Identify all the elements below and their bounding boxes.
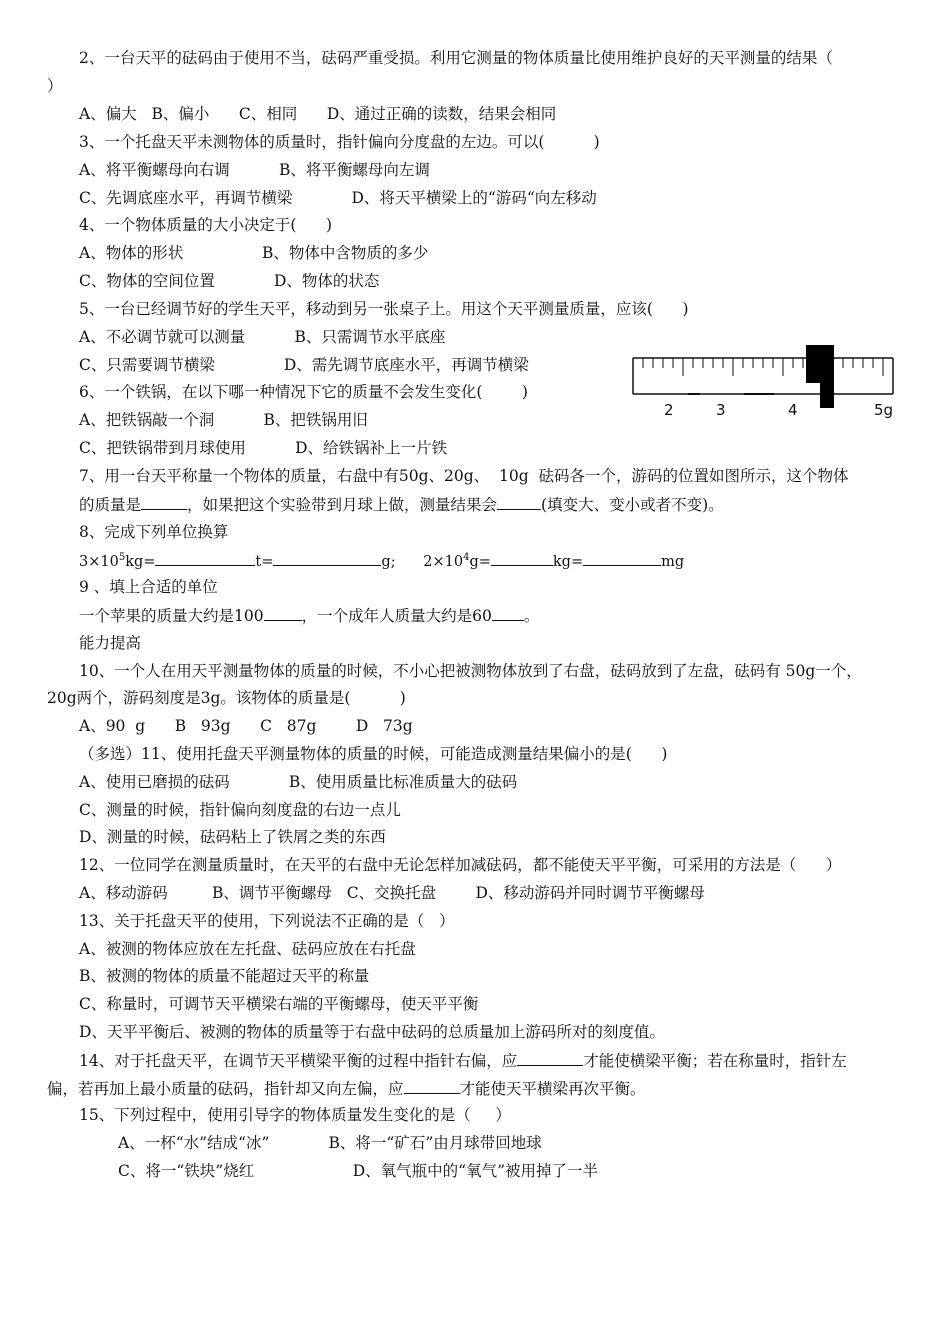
q8-f: kg= (552, 554, 584, 570)
q10-stem: 10、一个人在用天平测量物体的质量的时候，不小心把被测物体放到了右盘，砝码放到了左盘，砝码有 50g一个， (79, 662, 862, 680)
q4-options-ab: A、物体的形状 B、物体中含物质的多少 (79, 244, 429, 262)
q9-blank-apple (264, 605, 302, 621)
q7-stem-2 (79, 494, 724, 515)
q8-stem: 8、完成下列单位换算 (79, 523, 229, 541)
q13-stem: 13、关于托盘天平的使用，下列说法不正确的是（ ） (79, 912, 455, 930)
q2-stem-end: ） (47, 77, 63, 95)
q9-blank-adult (492, 605, 524, 621)
q11-options-ab: A、使用已磨损的砝码 B、使用质量比标准质量大的砝码 (79, 773, 518, 791)
section-heading: 能力提高 (79, 634, 142, 652)
q15-options-ab: A、一杯“水”结成“冰” B、将一“矿石”由月球带回地球 (118, 1134, 542, 1152)
q6-options-ab: A、把铁锅敲一个洞 B、把铁锅用旧 (79, 411, 368, 429)
q7-text-a: 的质量是 (79, 496, 142, 514)
rider-scale-figure (628, 342, 898, 422)
q11-option-d: D、测量的时候，砝码粘上了铁屑之类的东西 (79, 828, 386, 846)
q6-stem: 6、一个铁锅，在以下哪一种情况下它的质量不会发生变化( ) (79, 383, 528, 401)
q15-options-cd: C、将一“铁块”烧红 D、氧气瓶中的“氧气”被用掉了一半 (118, 1162, 599, 1180)
scale-ticks (633, 358, 893, 394)
q15-stem: 15、下列过程中，使用引导字的物体质量发生变化的是（ ） (79, 1106, 511, 1124)
q8-blank-kg (491, 550, 553, 566)
q4-options-cd: C、物体的空间位置 D、物体的状态 (79, 272, 380, 290)
q10-stem-2: 20g两个，游码刻度是3g。该物体的质量是( ) (47, 689, 406, 707)
q8-e: g= (469, 554, 491, 570)
q3-options-cd: C、先调底座水平，再调节横梁 D、将天平横梁上的“游码“向左移动 (79, 189, 597, 207)
q9-text-b: ，一个成年人质量大约是60 (301, 607, 492, 625)
q9-content (79, 605, 539, 626)
q2-stem: 2、一台天平的砝码由于使用不当，砝码严重受损。利用它测量的物体质量比使用维护良好的天平测量的结果（ (79, 49, 833, 67)
q8-c: t= (255, 554, 274, 570)
rider-block-foot (820, 380, 834, 408)
q7-text-b: ，如果把这个实验带到月球上做，测量结果会 (187, 496, 498, 514)
q13-option-b: B、被测的物体的质量不能超过天平的称量 (79, 967, 370, 985)
q8-blank-mg (583, 550, 661, 566)
q11-stem: （多选）11、使用托盘天平测量物体的质量的时候，可能造成测量结果偏小的是( ) (79, 745, 668, 763)
q3-stem: 3、一个托盘天平未测物体的质量时，指针偏向分度盘的左边。可以( ) (79, 133, 600, 151)
q8-d: g; 2×10 (381, 554, 464, 570)
q7-text-c: (填变大、变小或者不变)。 (541, 496, 724, 514)
q5-stem: 5、一台已经调节好的学生天平，移动到另一张桌子上。用这个天平测量质量，应该( ) (79, 300, 689, 318)
q12-options: A、移动游码 B、调节平衡螺母 C、交换托盘 D、移动游码并同时调节平衡螺母 (79, 884, 705, 902)
q14-text-a: 14、对于托盘天平，在调节天平横梁平衡的过程中指针右偏，应 (79, 1052, 518, 1070)
q5-options-ab: A、不必调节就可以测量 B、只需调节水平底座 (79, 328, 446, 346)
q9-text-c: 。 (523, 607, 540, 625)
q11-option-c: C、测量的时候，指针偏向刻度盘的右边一点儿 (79, 801, 401, 819)
q8-blank-t (155, 550, 255, 566)
q7-blank-mass (141, 494, 187, 510)
q8-blank-g (273, 550, 381, 566)
q14-blank-1 (517, 1050, 583, 1066)
q7-stem: 7、用一台天平称量一个物体的质量，右盘中有50g、20g、 10g 砝码各一个，游码的位置如图所示，这个物体 (79, 467, 849, 485)
q14-text-b: 才能使横梁平衡；若在称量时，指针左 (583, 1052, 847, 1070)
q13-option-a: A、被测的物体应放在左托盘、砝码应放在右托盘 (79, 940, 416, 958)
q8-g: mg (661, 554, 685, 570)
q10-options: A、90 g B 93g C 87g D 73g (79, 717, 413, 735)
q13-option-d: D、天平平衡后、被测的物体的质量等于右盘中砝码的总质量加上游码所对的刻度值。 (79, 1023, 665, 1041)
q8-exp-2: 4 (463, 552, 470, 564)
q5-options-cd: C、只需要调节横梁 D、需先调节底座水平，再调节横梁 (79, 356, 529, 374)
q8-conversions (79, 550, 684, 572)
q6-options-cd: C、把铁锅带到月球使用 D、给铁锅补上一片铁 (79, 439, 448, 457)
rider-block (806, 345, 834, 383)
q14-stem-2 (47, 1078, 646, 1099)
q14-text-c: 偏，若再加上最小质量的砝码，指针却又向左偏，应 (47, 1080, 404, 1098)
q8-a: 3×10 (79, 554, 119, 570)
scale-label-2: 2 (664, 401, 674, 419)
scale-label-5g: 5g (874, 401, 894, 419)
q13-option-c: C、称量时，可调节天平横梁右端的平衡螺母，使天平平衡 (79, 995, 479, 1013)
q4-stem: 4、一个物体质量的大小决定于( ) (79, 216, 333, 234)
scale-label-3: 3 (716, 401, 726, 419)
q14-blank-2 (404, 1078, 460, 1094)
q14-stem (79, 1050, 847, 1071)
q9-stem: 9 、填上合适的单位 (79, 578, 218, 596)
q7-blank-moon (497, 494, 541, 510)
q2-options: A、偏大 B、偏小 C、相同 D、通过正确的读数，结果会相同 (79, 105, 557, 123)
q12-stem: 12、一位同学在测量质量时，在天平的右盘中无论怎样加减砝码，都不能使天平平衡，可采用的方法是（ ） (79, 856, 842, 874)
q14-text-d: 才能使天平横梁再次平衡。 (459, 1080, 646, 1098)
q3-options-ab: A、将平衡螺母向右调 B、将平衡螺母向左调 (79, 161, 430, 179)
q8-exp-1: 5 (118, 552, 126, 564)
scale-label-4: 4 (788, 401, 798, 419)
q9-text-a: 一个苹果的质量大约是100 (79, 607, 264, 625)
q8-b: kg= (125, 554, 156, 570)
